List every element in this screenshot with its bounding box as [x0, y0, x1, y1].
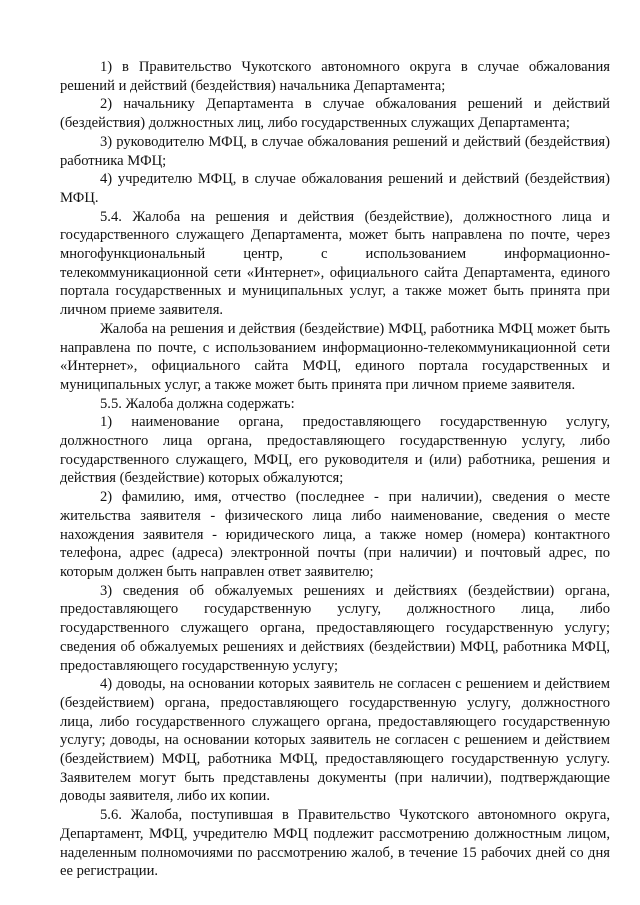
paragraph-item-2-department-head: 2) начальнику Департамента в случае обжалования решений и действий (бездействия) должностных лиц, либо государственных служащих Департамента;: [60, 96, 610, 132]
paragraph-section-5-4: 5.4. Жалоба на решения и действия (бездействие), должностного лица и государственного служащего Департамента, может быть направлена по почте, через многофункциональный центр, с использованием информационно-телекоммуникационной сети «Интернет», официального сайта Департамента, единого портала государственных и муниципальных услуг, а также может быть принята при личном приеме заявителя.: [60, 208, 610, 319]
paragraph-content-item-3: 3) сведения об обжалуемых решениях и действиях (бездействии) органа, предоставляющего государственную услугу, должностного лица, либо государственного служащего органа, предоставляющего государственную услугу; сведения об обжалуемых решениях и действиях (бездействии) МФЦ, работника МФЦ, предоставляющего государственную услугу;: [60, 582, 610, 674]
paragraph-item-3-mfc-head: 3) руководителю МФЦ, в случае обжалования решений и действий (бездействия) работника МФЦ;: [60, 133, 610, 169]
paragraph-section-5-5: 5.5. Жалоба должна содержать:: [100, 395, 295, 412]
paragraph-section-5-6: 5.6. Жалоба, поступившая в Правительство Чукотского автономного округа, Департамент, МФЦ, учредителю МФЦ подлежит рассмотрению должностным лицом, наделенным полномочиями по рассмотрению жалоб, в течение 15 рабочих дней со дня ее регистрации.: [60, 807, 610, 880]
paragraph-item-1-government: 1) в Правительство Чукотского автономного округа в случае обжалования решений и действий (бездействия) начальника Департамента;: [60, 59, 610, 94]
paragraph-content-item-1: 1) наименование органа, предоставляющего государственную услугу, должностного лица органа, предоставляющего государственную услугу, либо государственного служащего, МФЦ, его руководителя и (или) работника, решения и действия (бездействие) которых обжалуются;: [60, 414, 610, 487]
paragraph-mfc-complaint: Жалоба на решения и действия (бездействие) МФЦ, работника МФЦ может быть направлена по почте, с использованием информационно-телекоммуникационной сети «Интернет», официального сайта МФЦ, единого портала государственных и муниципальных услуг, а также может быть принята при личном приеме заявителя.: [60, 320, 610, 393]
paragraph-content-item-2: 2) фамилию, имя, отчество (последнее - при наличии), сведения о месте жительства заявителя - физического лица либо наименование, сведения о месте нахождения заявителя - юридического лица, а также номер (номера) контактного телефона, адрес (адреса) электронной почты (при наличии) и почтовый адрес, по которым должен быть направлен ответ заявителю;: [60, 489, 610, 580]
paragraph-content-item-4: 4) доводы, на основании которых заявитель не согласен с решением и действием (бездействием) органа, предоставляющего государственную услугу, должностного лица, либо государственного служащего органа, предоставляющего государственную услугу; доводы, на основании которых заявитель не согласен с решением и действием (бездействием) МФЦ, работника МФЦ, предоставляющего государственную услугу. Заявителем могут быть представлены документы (при наличии), подтверждающие доводы заявителя, либо их копии.: [60, 676, 610, 805]
paragraph-item-4-mfc-founder: 4) учредителю МФЦ, в случае обжалования решений и действий (бездействия) МФЦ.: [60, 171, 610, 206]
